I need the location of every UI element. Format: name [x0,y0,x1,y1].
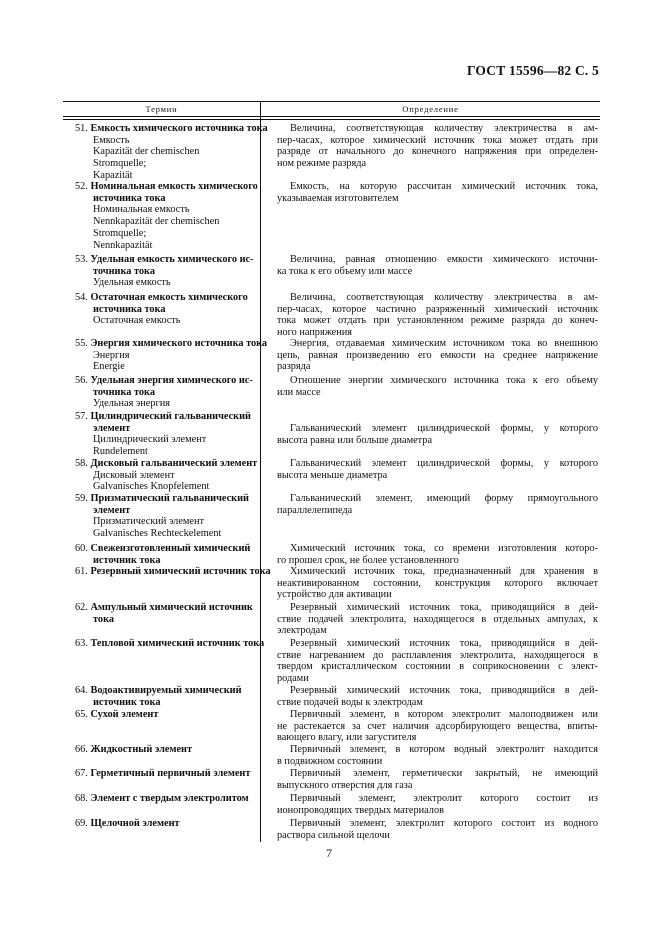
term-title-text: точника тока [93,265,155,277]
term-title-text: Герметичный первичный элемент [90,768,251,779]
term-title [75,411,257,423]
term-entry [75,375,257,410]
definition-line: твердом кристаллическом состоянии в соприкосновении с элект- [277,661,598,673]
term-synonym: Призматический элемент [93,516,204,528]
term-synonym: Nennkapazität der chemischen [93,216,220,228]
term-number: 62. [75,602,88,613]
term-title-text: тока [93,613,114,625]
definition [277,423,598,446]
header-rule-2 [63,119,600,120]
term-number: 68. [75,793,88,804]
definition-line: Емкость, на которую рассчитан химический источник тока, [290,181,598,192]
definition-line: Гальванический элемент цилиндрической формы, у которого [290,458,598,469]
term-entry [75,768,257,780]
term-entry [75,181,257,251]
term-title [75,123,268,135]
definition-line: цепь, равная произведению его емкости на среднее напряжение [277,349,598,361]
term-entry [75,458,257,493]
term-title [75,266,257,278]
term-number: 56. [75,375,88,386]
term-synonym: Kapazität [93,169,133,181]
term-number: 61. [75,566,88,577]
term-title-text: элемент [93,504,131,516]
term-title-text: Энергия химического источника тока [90,338,268,349]
table-top-rule [63,101,600,102]
term-title-text: Ампульный химический источник [90,602,253,613]
definition [277,566,598,601]
term-title-text: Жидкостный элемент [90,744,193,755]
definition-line: ионопроводящих твердых материалов [277,804,444,816]
term-synonym: Емкость [93,134,130,146]
definition [277,458,598,481]
term-title-text: Удельная емкость химического ис- [90,254,254,265]
term-entry [75,493,257,540]
term-title-text: источник тока [93,696,161,708]
term-title-text: Щелочной элемент [90,818,180,829]
definition-line: ствие нагреванием до расплавления электролита, находящегося в [277,649,598,661]
term-number: 52. [75,181,88,192]
definition-line: Энергия, отдаваемая химическим источником тока во внешнюю [290,338,598,349]
term-synonym: Energie [93,361,125,373]
term-title [75,304,257,316]
term-title [75,387,257,399]
definition [277,602,598,637]
term-title-text: источник тока [93,554,161,566]
term-number: 69. [75,818,88,829]
definition [277,818,598,841]
term-title-text: Тепловой химический источник тока [90,638,265,649]
term-number: 58. [75,458,88,469]
term-number: 67. [75,768,88,779]
definition-line: Резервный химический источник тока, приводящийся в дей- [290,685,598,696]
definition [277,638,598,685]
term-title-text: элемент [93,422,131,434]
definition-line: пер-часах, которое химический источник тока может отдать при [277,134,598,146]
term-synonym: Kapazität der chemischen [93,146,200,158]
term-title [75,768,257,780]
term-number: 55. [75,338,88,349]
definition-line: родами [277,673,309,685]
definition-line: параллелепипеда [277,504,353,516]
term-number: 51. [75,123,88,134]
term-synonym: Удельная емкость [93,277,171,289]
definition [277,685,598,708]
term-entry [75,602,257,625]
term-number: 66. [75,744,88,755]
definition [277,793,598,816]
definition-line: Химический источник тока, со времени изготовления которо- [290,543,598,554]
definition [277,493,598,516]
term-title [75,709,257,721]
definition-line: тока может отдать при установленном режиме разряда до конеч- [277,315,598,327]
term-title [75,375,257,387]
term-entry [75,709,257,721]
term-title-text: Дисковый гальванический элемент [90,458,258,469]
definition-line: Первичный элемент, герметически закрытый, не имеющий [290,768,598,779]
term-synonym: Galvanisches Knopfelement [93,481,210,493]
definition-line: выпускного отверстия для газа [277,779,413,791]
definition-line: не растекается за счет наличия адсорбирующего вещества, впиты- [277,720,598,732]
definition-line: ка тока к его объему или массе [277,265,413,277]
definition-line: устройство для активации [277,589,392,601]
header-rule-1 [63,116,600,117]
term-number: 63. [75,638,88,649]
term-entry [75,411,257,458]
definition [277,768,598,791]
term-entry [75,254,257,289]
term-title [75,505,257,517]
term-title [75,614,257,626]
term-title-text: Удельная энергия химического ис- [90,375,253,386]
term-number: 54. [75,292,88,303]
definition [277,338,598,373]
term-entry [75,638,265,650]
term-synonym: Galvanisches Rechteckelement [93,528,222,540]
definition-line: Гальванический элемент, имеющий форму прямоугольного [290,493,598,504]
term-synonym: Nennkapazität [93,239,153,251]
term-title [75,697,257,709]
term-number: 57. [75,411,88,422]
term-entry [75,123,268,182]
definition [277,181,598,204]
term-title-text: Емкость химического источника тока [90,123,268,134]
term-title [75,555,257,567]
definition-line: пер-часах, которое частично разряженный химический источник [277,303,598,315]
term-title-text: источника тока [93,303,166,315]
term-number: 60. [75,543,88,554]
definition-line: Величина, соответствующая количеству электричества в ам- [290,292,598,303]
definition-line: или массе [277,386,321,398]
definition [277,375,598,398]
definition [277,744,598,767]
term-synonym: Удельная энергия [93,398,170,410]
term-title [75,602,257,614]
term-title-text: Резервный химический источник тока [90,566,271,577]
term-entry [75,292,257,327]
definition [277,709,598,744]
term-title [75,254,257,266]
term-number: 59. [75,493,88,504]
term-synonym: Номинальная емкость [93,204,190,216]
definition-line: высота равна или больше диаметра [277,434,433,446]
definition [277,123,598,170]
term-title-text: Призматический гальванический [90,493,249,504]
definition-line: высота меньше диаметра [277,469,388,481]
term-number: 64. [75,685,88,696]
term-title [75,685,257,697]
definition-line: Величина, соответствующая количеству электричества в ам- [290,123,598,134]
term-title-text: Остаточная емкость химического [90,292,248,303]
term-synonym: Rundelement [93,446,148,458]
term-title [75,744,257,756]
term-title [75,566,271,578]
term-number: 53. [75,254,88,265]
term-title-text: источника тока [93,192,166,204]
definition-line: ствие подачей воды к электродам [277,696,423,708]
definition-line: Резервный химический источник тока, приводящийся в дей- [290,602,598,613]
column-divider [260,102,261,842]
definition-line: Гальванический элемент цилиндрической формы, у которого [290,423,598,434]
definition-line: ствие подачей электролита, находящегося в отдельных ампулах, к [277,613,598,625]
definition-line: Первичный элемент, в котором электролит малоподвижен или [290,709,598,720]
term-title-text: точника тока [93,386,155,398]
term-title [75,423,257,435]
definition-line: Резервный химический источник тока, приводящийся в дей- [290,638,598,649]
term-title [75,193,257,205]
term-title-text: Водоактивируемый химический [90,685,242,696]
term-title [75,292,257,304]
definition-line: го прошел срок, не более установленного [277,554,459,566]
term-title [75,638,265,650]
term-title [75,493,257,505]
definition [277,292,598,339]
definition-line: Первичный элемент, электролит которого состоит из водного [290,818,598,829]
definition-line: Отношение энергии химического источника тока к его объему [290,375,598,386]
term-synonym: Остаточная емкость [93,315,181,327]
term-synonym: Цилиндрический элемент [93,434,207,446]
term-synonym: Энергия [93,349,130,361]
term-title-text: Свежеизготовленный химический [90,543,251,554]
term-title [75,818,257,830]
term-title-text: Элемент с твердым электролитом [90,793,249,804]
term-synonym: Дисковый элемент [93,469,175,481]
definition-line: электродам [277,625,327,637]
definition-line: ного напряжения [277,327,352,339]
term-title-text: Цилиндрический гальванический [90,411,251,422]
term-title-text: Номинальная емкость химического [90,181,258,192]
definition-line: Первичный элемент, электролит которого состоит из [290,793,598,804]
term-title [75,458,257,470]
term-entry [75,566,271,578]
definition-line: Первичный элемент, в котором водный электролит находится [290,744,598,755]
term-entry [75,818,257,830]
definition-line: указываемая изготовителем [277,192,399,204]
definition-line: вающего влагу, или загустителя [277,732,417,744]
column-header-term: Термин [145,104,178,114]
term-title [75,793,257,805]
term-number: 65. [75,709,88,720]
definition-line: раствора сильной щелочи [277,829,390,841]
term-entry [75,793,257,805]
term-synonym: Stromquelle; [93,227,147,239]
definition-line: в подвижном состоянии [277,755,383,767]
term-title-text: Сухой элемент [90,709,159,720]
term-synonym: Stromquelle; [93,158,147,170]
definition-line: ном режиме разряда [277,158,367,170]
column-header-definition: Определение [402,104,459,114]
term-entry [75,543,257,566]
page-number: 7 [326,846,332,860]
definition-line: неактивированном состоянии, конструкция которого включает [277,577,598,589]
definition [277,543,598,566]
term-title [75,338,268,350]
term-title [75,181,257,193]
definition-line: Химический источник тока, предназначенный для хранения в [290,566,598,577]
definition [277,254,598,277]
term-entry [75,338,268,373]
term-entry [75,744,257,756]
document-header: ГОСТ 15596—82 С. 5 [466,63,599,78]
term-title [75,543,257,555]
definition-line: Величина, равная отношению емкости химического источни- [290,254,598,265]
term-entry [75,685,257,708]
definition-line: разряда [277,361,311,373]
definition-line: разряде от начального до конечного напряжения при определен- [277,146,598,158]
